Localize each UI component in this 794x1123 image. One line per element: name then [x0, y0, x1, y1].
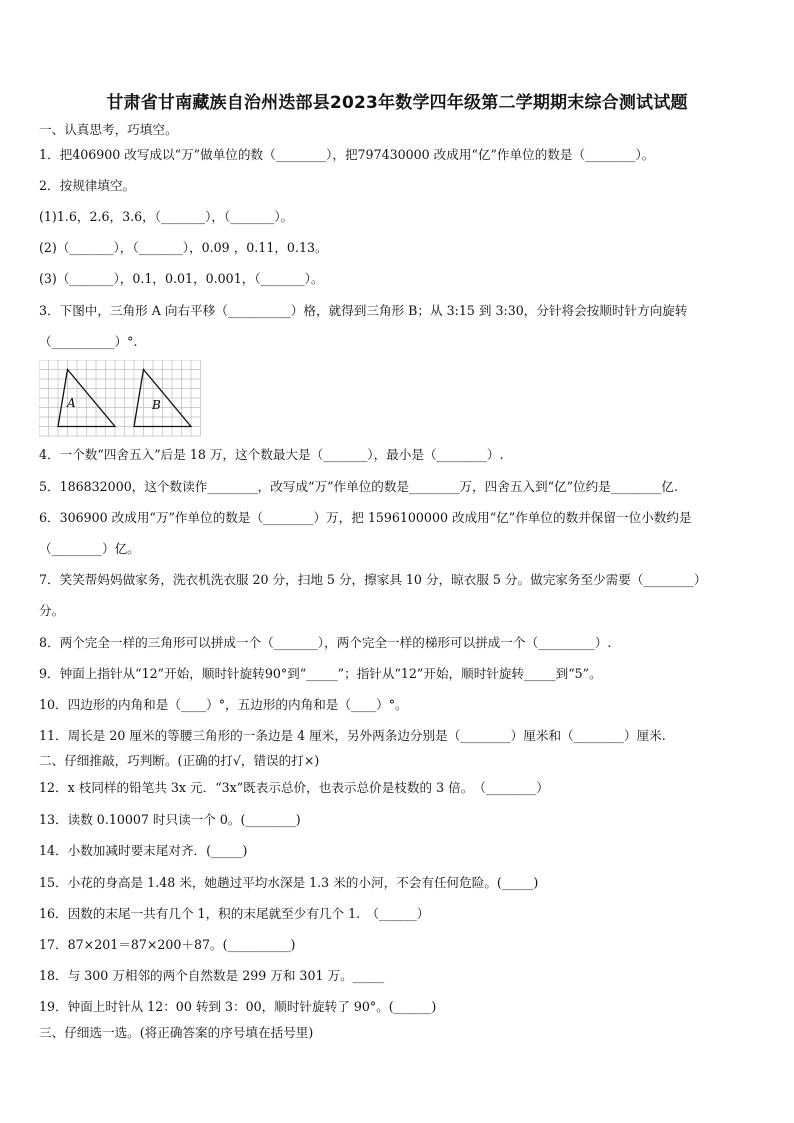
question-3: 3．下图中，三角形 A 向右平移（__________）格，就得到三角形 B；从 3:15 到 3:30，分针将会按顺时针方向旋转 — [39, 303, 688, 318]
question-18: 18．与 300 万相邻的两个自然数是 299 万和 301 万。_____ — [39, 968, 385, 983]
question-7: 7．笑笑帮妈妈做家务，洗衣机洗衣服 20 分，扫地 5 分，擦家具 10 分，晾衣服 5 分。做完家务至少需要（________） — [39, 572, 707, 587]
page-title: 甘肃省甘南藏族自治州迭部县2023年数学四年级第二学期期末综合测试试题 — [106, 93, 688, 113]
question-4: 4．一个数“四舍五入”后是 18 万，这个数最大是（_______），最小是（________）. — [39, 447, 504, 462]
question-2-part-1: (1)1.6，2.6，3.6，（_______），（_______）。 — [39, 209, 294, 224]
question-6: 6．306900 改成用“万”作单位的数是（________）万，把 1596100000 改成用“亿”作单位的数并保留一位小数约是 — [39, 510, 692, 525]
question-5: 5．186832000，这个数读作________，改写成“万”作单位的数是________万，四舍五入到“亿”位约是________亿. — [39, 479, 678, 494]
question-1: 1．把406900 改写成以“万”做单位的数（________），把797430000 改成用“亿”作单位的数是（________）。 — [39, 147, 655, 162]
question-2-part-3: (3)（_______），0.1，0.01，0.001，（_______）。 — [39, 271, 324, 286]
question-16: 16．因数的末尾一共有几个 1，积的末尾就至少有几个 1. （______） — [39, 906, 430, 921]
question-7-cont: 分。 — [39, 603, 65, 618]
section-2-heading: 二、仔细推敲，巧判断。(正确的打√，错误的打×) — [39, 753, 320, 768]
question-12: 12．x 枝同样的铅笔共 3x 元．“3x”既表示总价，也表示总价是枝数的 3 倍。 （________） — [39, 780, 549, 795]
question-8: 8．两个完全一样的三角形可以拼成一个（_______），两个完全一样的梯形可以拼成一个（_________）. — [39, 635, 612, 650]
question-3-cont: （__________）°. — [39, 334, 138, 349]
question-19: 19．钟面上时针从 12：00 转到 3：00，顺时针旋转了 90°。(______) — [39, 999, 437, 1014]
question-13: 13．读数 0.10007 时只读一个 0。(________) — [39, 812, 301, 827]
question-9: 9．钟面上指针从“12”开始，顺时针旋转90°到“_____”；指针从“12”开始，顺时针旋转_____到“5”。 — [39, 666, 602, 681]
section-1-heading: 一、认真思考，巧填空。 — [39, 122, 178, 137]
question-15: 15．小花的身高是 1.48 米，她趟过平均水深是 1.3 米的小河，不会有任何危险。(_____) — [39, 875, 539, 890]
section-3-heading: 三、仔细选一选。(将正确答案的序号填在括号里) — [39, 1025, 314, 1040]
triangle-a-label: A — [67, 396, 76, 410]
question-14: 14．小数加减时要末尾对齐．(_____) — [39, 843, 248, 858]
question-2-part-2: (2)（_______），（_______），0.09 ，0.11，0.13。 — [39, 240, 328, 255]
question-2: 2．按规律填空。 — [39, 178, 136, 193]
triangle-b-label: B — [152, 398, 161, 412]
question-6-cont: （________）亿。 — [39, 541, 140, 556]
question-10: 10．四边形的内角和是（____）°，五边形的内角和是（____）°。 — [39, 697, 408, 712]
question-11: 11．周长是 20 厘米的等腰三角形的一条边是 4 厘米，另外两条边分别是（________）厘米和（________）厘米. — [39, 728, 666, 743]
triangle-translation-figure — [39, 360, 209, 438]
question-17: 17．87×201＝87×200＋87。(__________) — [39, 937, 296, 952]
